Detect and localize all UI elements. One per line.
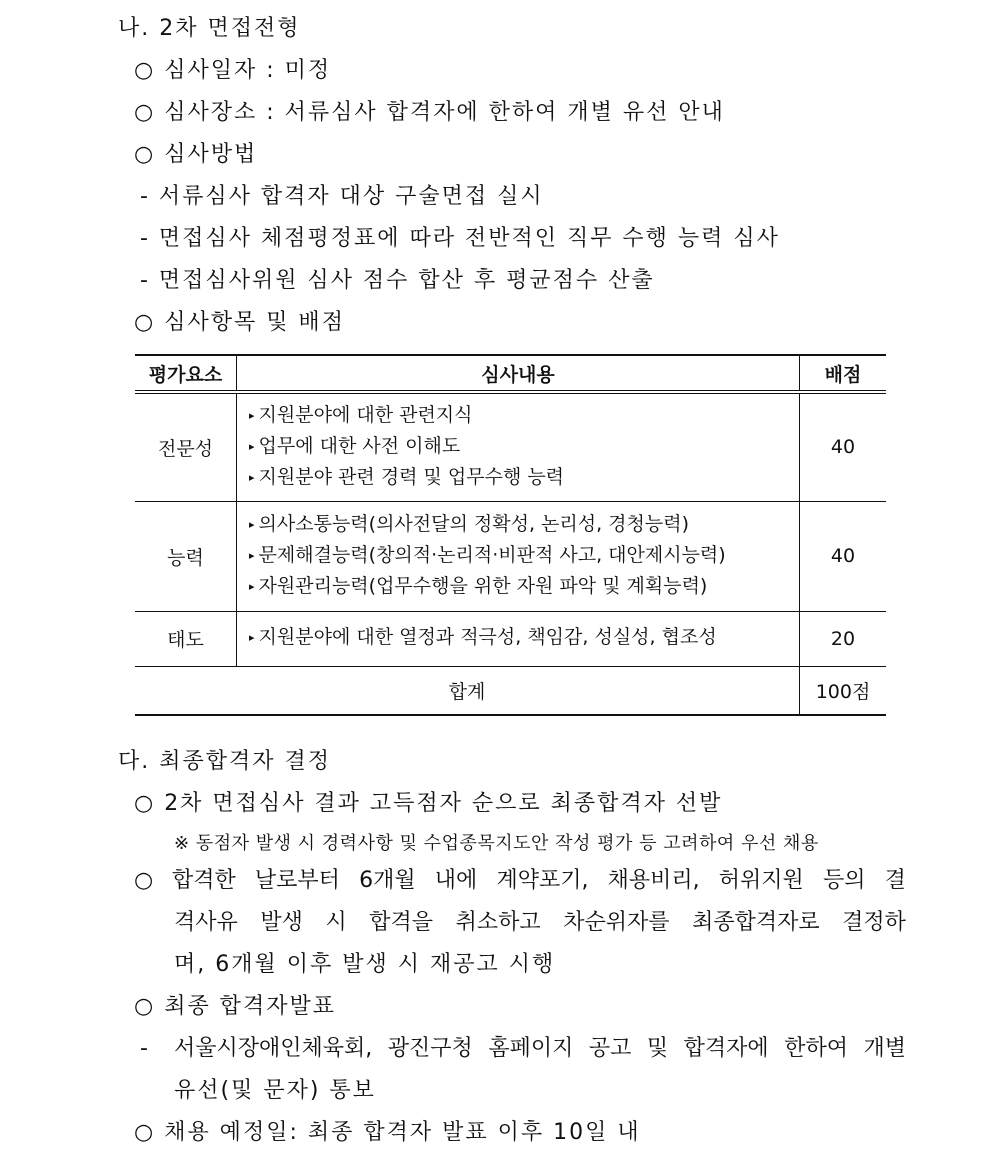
header-points: 배점 [800,355,887,392]
announcement-line: ○ 최종 합격자발표 [134,994,336,1019]
final-selection-line: ○ 2차 면접심사 결과 고득점자 순으로 최종합격자 선발 [134,791,723,816]
row-category: 전문성 [135,392,237,501]
section-heading-interview: 나. 2차 면접전형 [118,16,301,41]
cancellation-text-end: 며, 6개월 이후 발생 시 재공고 시행 [174,952,556,977]
method-item: - 면접심사 체점평정표에 따라 전반적인 직무 수행 능력 심사 [140,226,780,251]
total-label: 합계 [135,666,800,715]
header-category: 평가요소 [135,355,237,392]
row-content [237,611,800,666]
dash-marker: - [140,1036,150,1061]
tie-break-note: ※ 동점자 발생 시 경력사항 및 수업종목지도안 작성 평가 등 고려하여 우선 채용 [174,833,819,854]
content-item: ▸ 지원분야에 대한 열정과 적극성, 책임감, 성실성, 협조성 [249,626,717,648]
bullet-triangle-icon: ▸ [249,439,255,453]
table-total-row [135,666,886,715]
method-item: - 면접심사위원 심사 점수 합산 후 평균점수 산출 [140,268,655,293]
cancellation-text-cont: 격사유 발생 시 합격을 취소하고 차순위자를 최종합격자로 결정하 [174,910,906,935]
bullet-triangle-icon: ▸ [249,470,255,484]
table-row [135,611,886,666]
content-item: ▸ 지원분야 관련 경력 및 업무수행 능력 [249,465,565,488]
content-item: ▸ 의사소통능력(의사전달의 정확성, 논리성, 경청능력) [249,512,689,535]
bullet-triangle-icon: ▸ [249,408,255,422]
table-row [135,392,886,501]
content-item: ▸ 자원관리능력(업무수행을 위한 자원 파악 및 계획능력) [249,574,708,597]
announcement-text: 서울시장애인체육회, 광진구청 홈페이지 공고 및 합격자에 한하여 개별 [174,1036,906,1061]
row-points: 20 [800,611,887,666]
content-item: ▸ 지원분야에 대한 관련지식 [249,403,473,426]
bullet-triangle-icon: ▸ [249,579,255,593]
score-table [135,354,886,716]
row-category: 능력 [135,501,237,611]
bullet-triangle-icon: ▸ [249,631,255,644]
row-points: 40 [800,501,887,611]
bullet-triangle-icon: ▸ [249,517,255,531]
content-item: ▸ 문제해결능력(창의적·논리적·비판적 사고, 대안제시능력) [249,543,726,566]
content-item: ▸ 업무에 대한 사전 이해도 [249,434,461,457]
cancellation-line [134,868,906,894]
circle-marker: ○ [134,868,156,893]
section-heading-final: 다. 최종합격자 결정 [118,749,331,774]
announcement-detail [140,1036,906,1062]
review-date-line: ○ 심사일자 : 미정 [134,58,332,83]
cancellation-text: 합격한 날로부터 6개월 내에 계약포기, 채용비리, 허위지원 등의 결 [172,868,906,893]
row-content [237,392,800,501]
row-content [237,501,800,611]
table-header-row [135,355,886,392]
review-items-line: ○ 심사항목 및 배점 [134,310,345,335]
header-content: 심사내용 [237,355,800,392]
method-item: - 서류심사 합격자 대상 구술면접 실시 [140,184,544,209]
table-row [135,501,886,611]
row-category: 태도 [135,611,237,666]
bullet-triangle-icon: ▸ [249,548,255,562]
total-points: 100점 [800,666,887,715]
review-place-line: ○ 심사장소 : 서류심사 합격자에 한하여 개별 유선 안내 [134,100,725,125]
announcement-detail-cont: 유선(및 문자) 통보 [174,1078,376,1103]
hire-date-line: ○ 채용 예정일: 최종 합격자 발표 이후 10일 내 [134,1120,641,1145]
row-points: 40 [800,392,887,501]
review-method-line: ○ 심사방법 [134,142,258,167]
